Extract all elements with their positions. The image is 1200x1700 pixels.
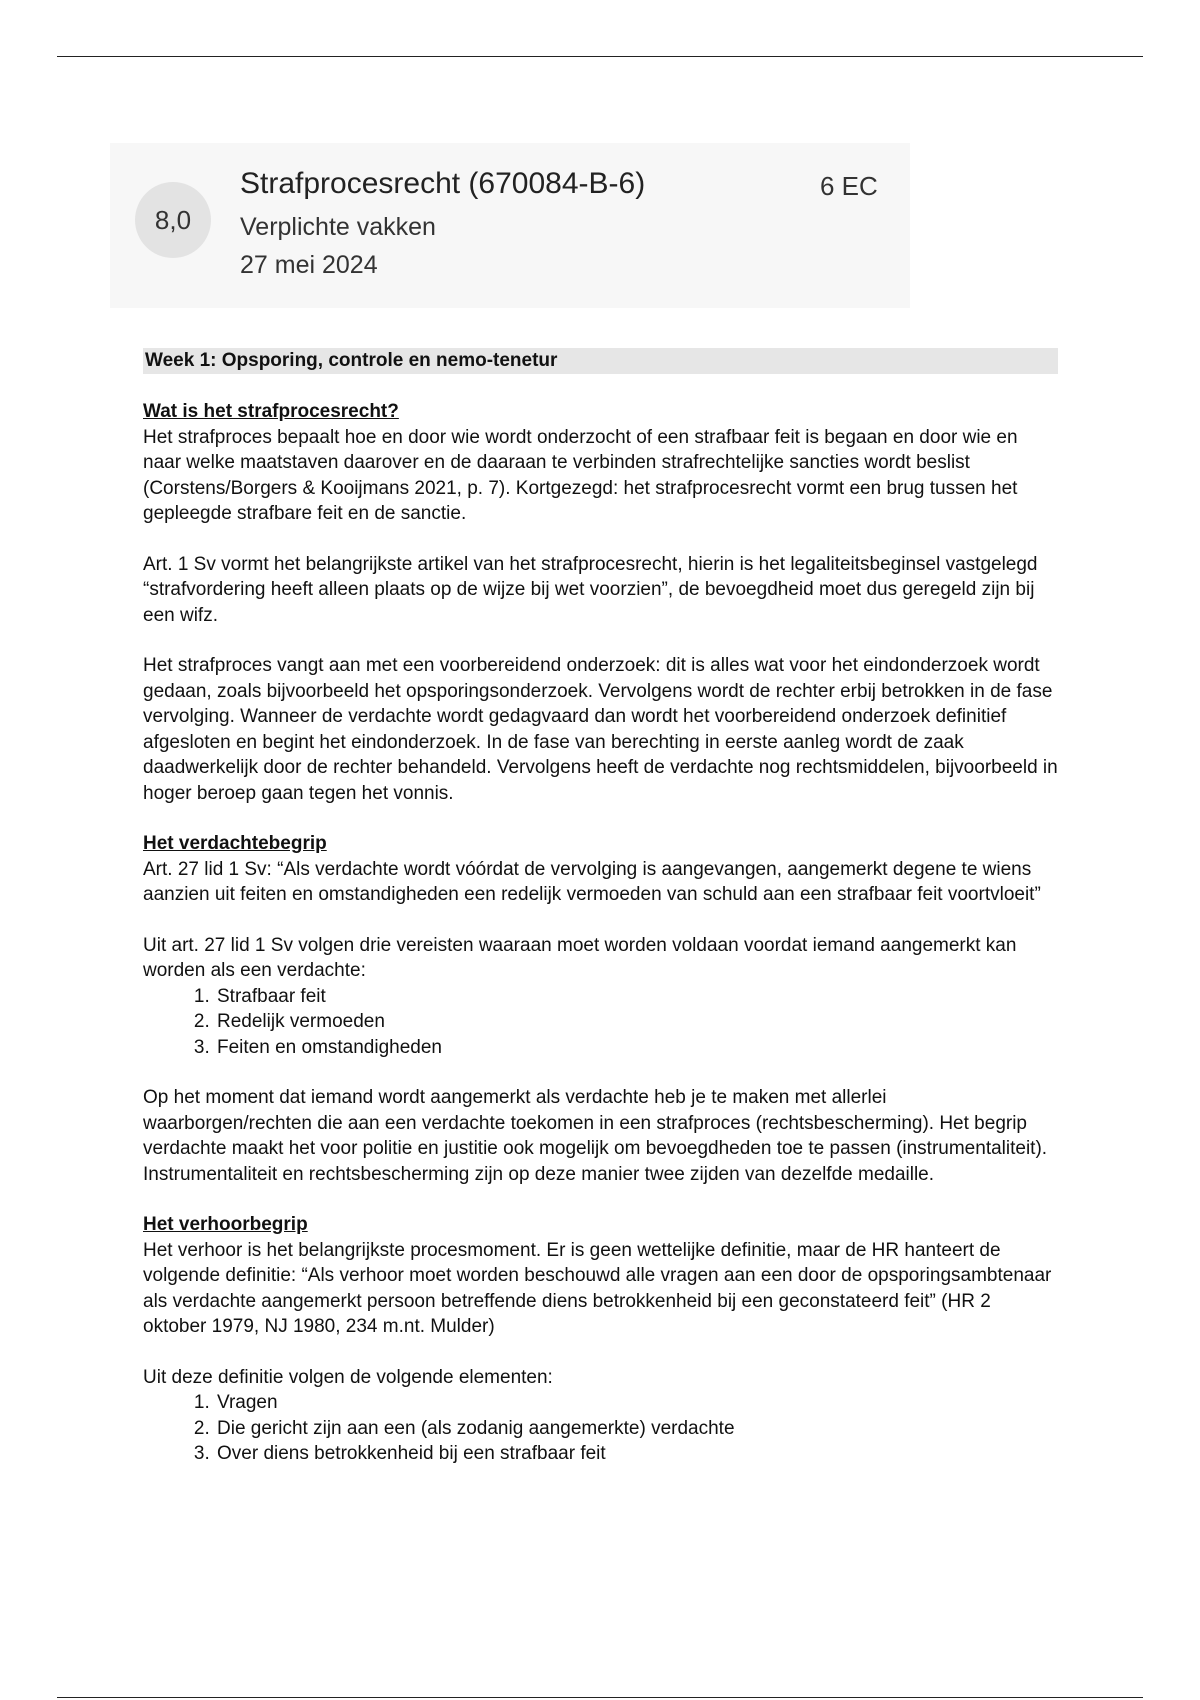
list-item: 3. Over diens betrokkenheid bij een strafbaar feit xyxy=(215,1441,1058,1467)
grade-badge: 8,0 xyxy=(135,182,211,258)
week-heading: Week 1: Opsporing, controle en nemo-tenetur xyxy=(143,348,1058,374)
list-item: 2. Die gericht zijn aan een (als zodanig aangemerkte) verdachte xyxy=(215,1416,1058,1442)
paragraph: Het strafproces bepaalt hoe en door wie wordt onderzocht of een strafbaar feit is begaan en door wie en naar welke maatstaven daarover en de daaraan te verbinden strafrechtelijke sancties wordt beslist (Corstens/Borgers & Kooijmans 2021, p. 7). Kortgezegd: het strafprocesrecht vormt een brug tussen het gepleegde strafbare feit en de sanctie. xyxy=(143,426,1018,524)
course-date: 27 mei 2024 xyxy=(240,251,378,279)
course-credits: 6 EC xyxy=(820,171,878,201)
paragraph: Art. 27 lid 1 Sv: “Als verdachte wordt vóórdat de vervolging is aangevangen, aangemerkt degene te wiens aanzien uit feiten en omstandigheden een redelijk vermoeden van schuld aan een strafbaar feit voortvloeit” xyxy=(143,858,1041,905)
list-item: 1. Vragen xyxy=(215,1390,1058,1416)
list-item: 2. Redelijk vermoeden xyxy=(215,1009,1058,1035)
list-item: 3. Feiten en omstandigheden xyxy=(215,1035,1058,1061)
paragraph: Het verhoor is het belangrijkste procesmoment. Er is geen wettelijke definitie, maar de HR hanteert de volgende definitie: “Als verhoor moet worden beschouwd alle vragen aan een door de opsporingsambtenaar als verdachte aangemerkt persoon betreffende diens betrokkenheid bij een geconstateerd feit” (HR 2 oktober 1979, NJ 1980, 234 m.nt. Mulder) xyxy=(143,1239,1052,1337)
section-heading-verhoorbegrip: Het verhoorbegrip xyxy=(143,1214,308,1235)
paragraph: Op het moment dat iemand wordt aangemerkt als verdachte heb je te maken met allerlei waarborgen/rechten die aan een verdachte toekomen in een strafproces (rechtsbescherming). Het begrip verdachte maakt het voor politie en justitie ook mogelijk om bevoegdheden toe te passen (instrumentaliteit). Instrumentaliteit en rechtsbescherming zijn op deze manier twee zijden van dezelfde medaille. xyxy=(143,1087,1048,1185)
document-body xyxy=(143,348,1058,1467)
paragraph: Uit deze definitie volgen de volgende elementen: xyxy=(143,1366,553,1388)
course-category: Verplichte vakken xyxy=(240,213,436,241)
top-rule xyxy=(57,56,1143,57)
course-title: Strafprocesrecht (670084-B-6) xyxy=(240,167,646,200)
elements-list xyxy=(143,1390,1058,1467)
bottom-rule xyxy=(57,1697,1143,1698)
paragraph: Art. 1 Sv vormt het belangrijkste artikel van het strafprocesrecht, hierin is het legaliteitsbeginsel vastgelegd “strafvordering heeft alleen plaats op de wijze bij wet voorzien”, de bevoegdheid moet dus geregeld zijn bij een wifz. xyxy=(143,553,1038,626)
paragraph: Het strafproces vangt aan met een voorbereidend onderzoek: dit is alles wat voor het eindonderzoek wordt gedaan, zoals bijvoorbeeld het opsporingsonderzoek. Vervolgens wordt de rechter erbij betrokken in de fase vervolging. Wanneer de verdachte wordt gedagvaard dan wordt het voorbereidend onderzoek definitief afgesloten en begint het eindonderzoek. In de fase van berechting in eerste aanleg wordt de zaak daadwerkelijk door de rechter behandeld. Vervolgens heeft de verdachte nog rechtsmiddelen, bijvoorbeeld in hoger beroep gaan tegen het vonnis. xyxy=(143,655,1058,804)
requirements-list xyxy=(143,984,1058,1061)
section-heading-verdachtebegrip: Het verdachtebegrip xyxy=(143,833,327,854)
grade-card xyxy=(110,143,910,308)
section-heading-strafprocesrecht: Wat is het strafprocesrecht? xyxy=(143,401,399,422)
paragraph: Uit art. 27 lid 1 Sv volgen drie vereisten waaraan moet worden voldaan voordat iemand aangemerkt kan worden als een verdachte: xyxy=(143,934,1017,981)
list-item: 1. Strafbaar feit xyxy=(215,984,1058,1010)
